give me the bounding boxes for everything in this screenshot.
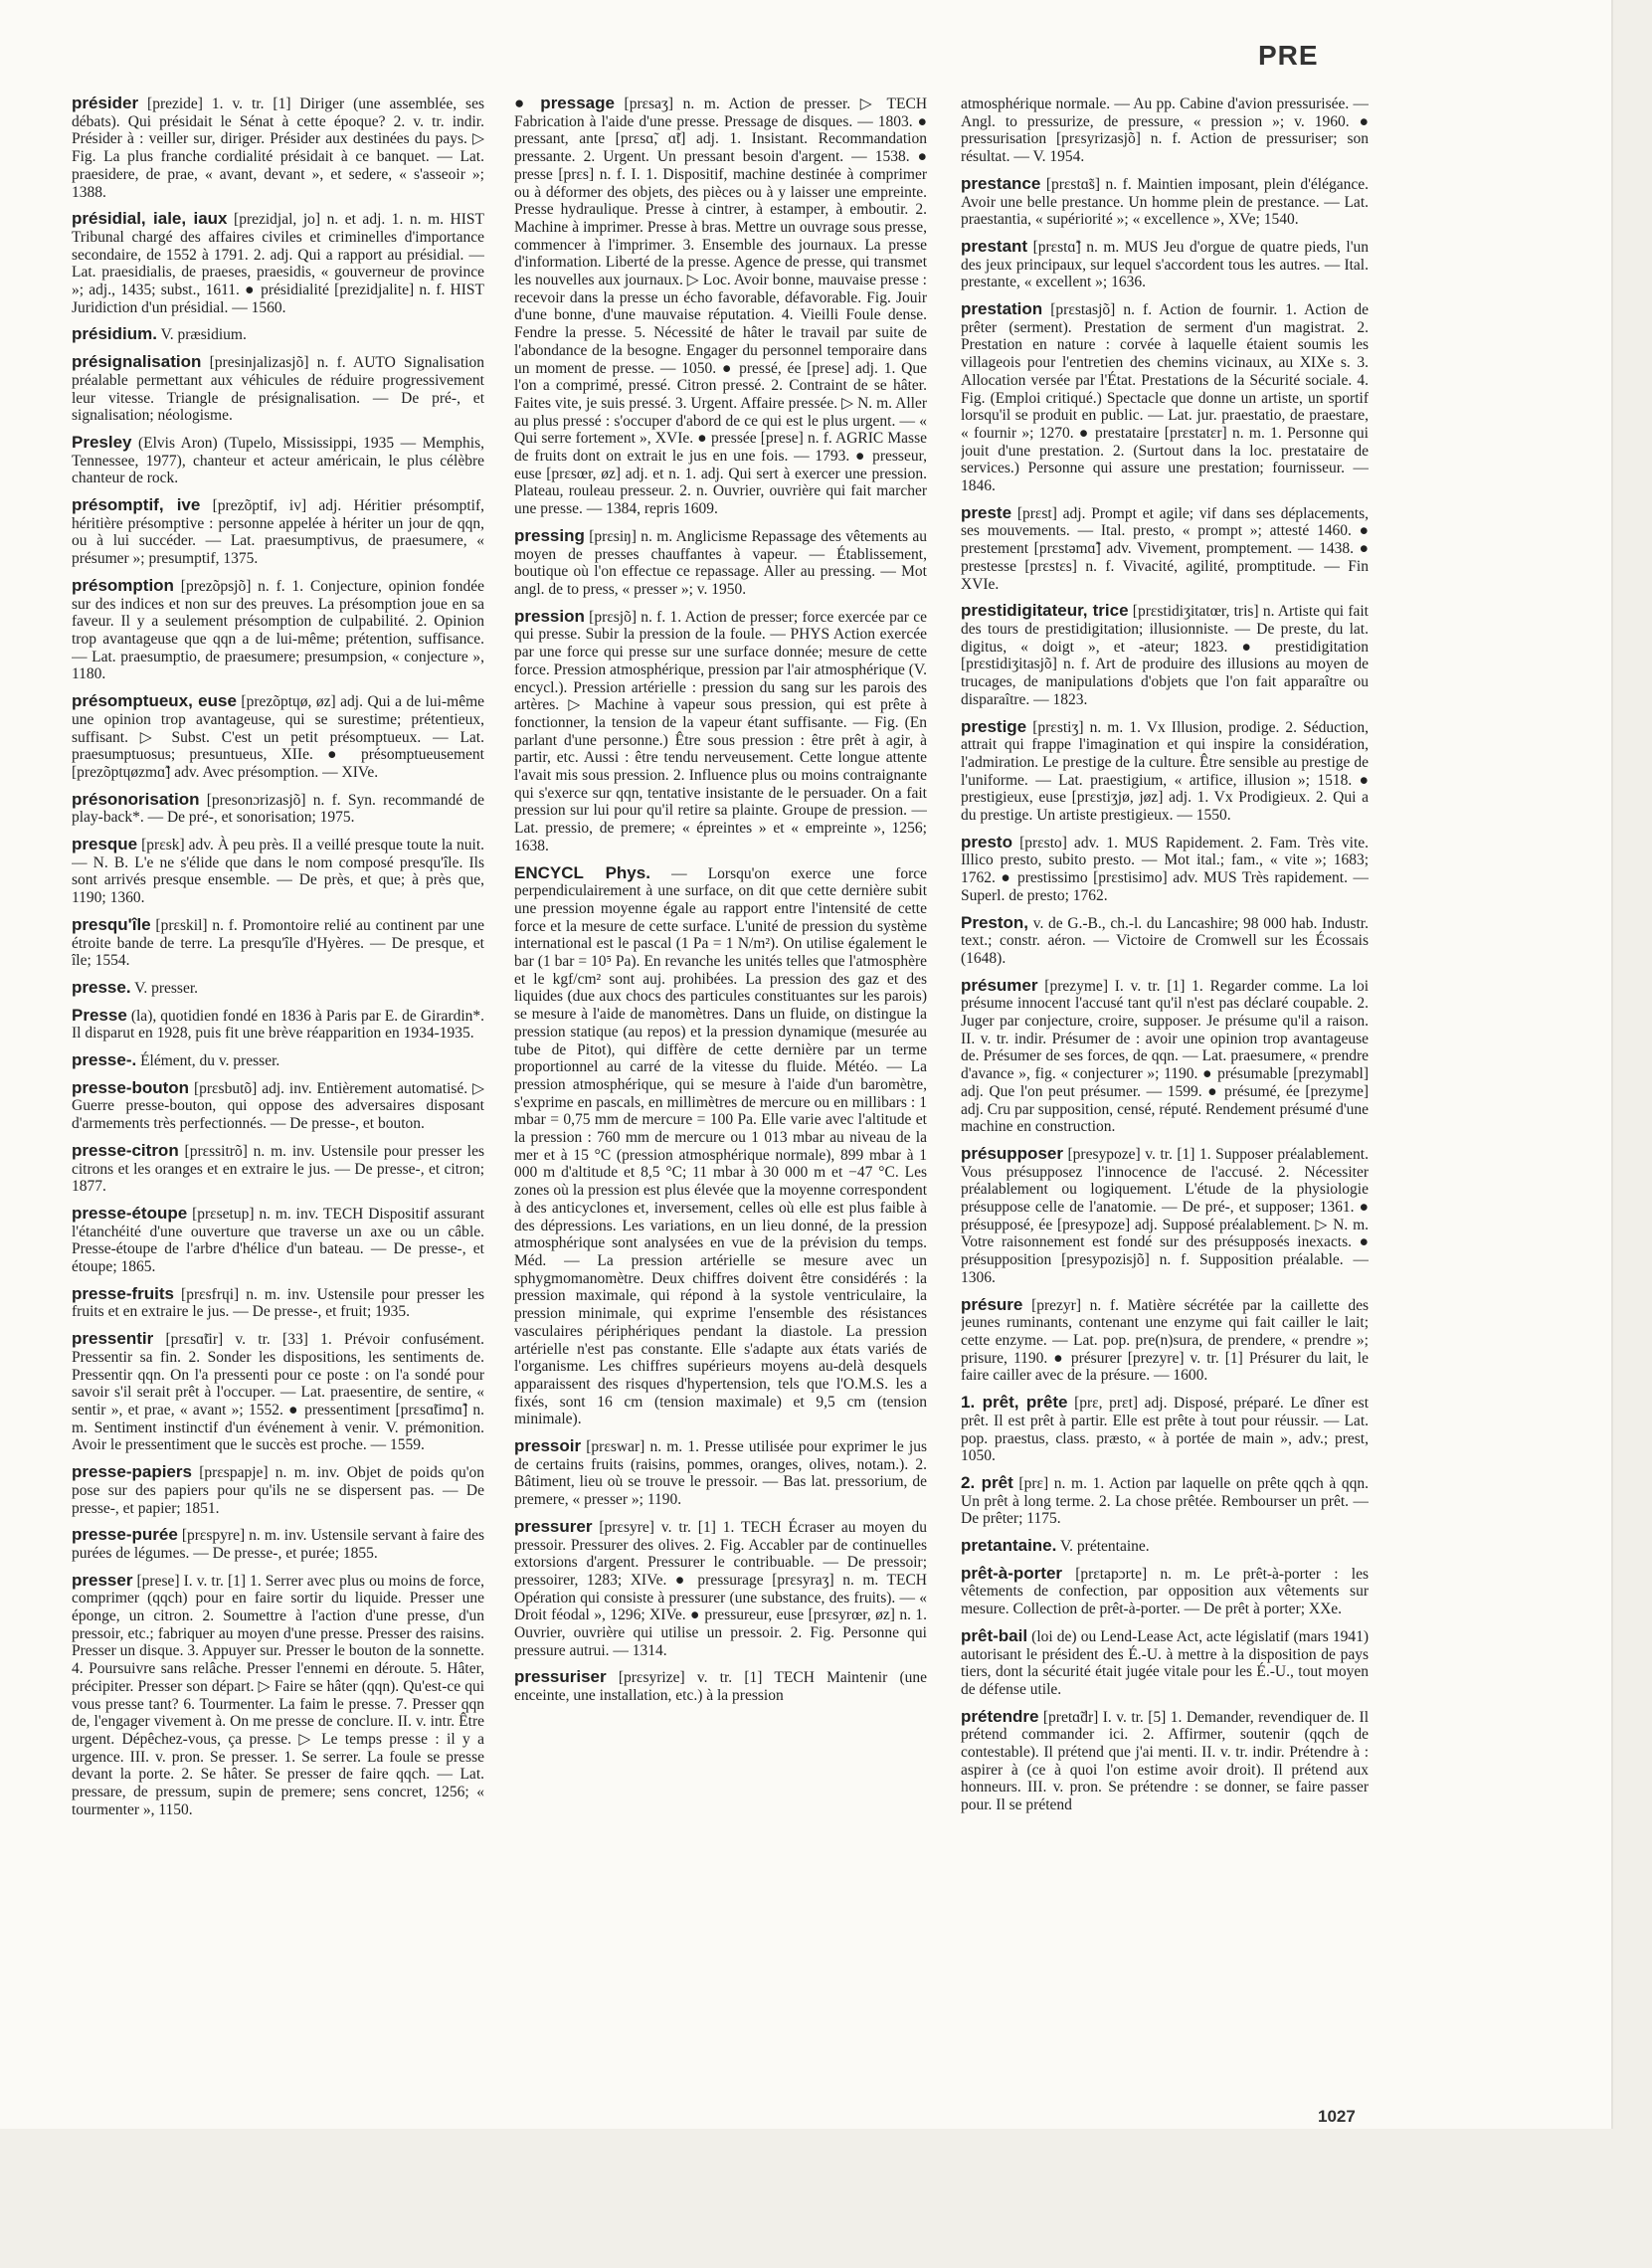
dictionary-entry xyxy=(72,692,484,782)
entry-headword: pressuriser xyxy=(514,1667,607,1687)
entry-headword: presse-purée xyxy=(72,1525,178,1545)
entry-headword: prestance xyxy=(961,173,1041,193)
entry-definition: [prɛsk] adv. À peu près. Il a veillé presque toute la nuit. — N. B. L'e ne s'élide que dans le nom composé presqu'île. Ils sont arrivés presque ensemble. — De près, et que; à près que, 1190; 1360. xyxy=(72,837,484,907)
dictionary-entry xyxy=(72,434,484,487)
entry-headword: presse. xyxy=(72,977,131,997)
dictionary-entry xyxy=(961,602,1369,708)
entry-headword: presque xyxy=(72,835,138,854)
dictionary-entry xyxy=(514,94,927,518)
entry-definition: [presinjalizasjõ] n. f. AUTO Signalisation préalable permettant aux véhicules de réduire progressivement leur vitesse. Triangle de présignalisation. — De pré-, et signalisation; néologisme. xyxy=(72,354,484,425)
entry-definition: [prezõpsjõ] n. f. 1. Conjecture, opinion fondée sur des indices et non sur des preuves. La présomption joue en sa faveur. Il y a seulement présomption de culpabilité. 2. Opinion trop avantageuse que qqn a de lui-même; prétention, suffisance. — Lat. praesumptio, de praesumere; presumpsion, « conjecture », 1180. xyxy=(72,577,484,683)
entry-definition: [prɛstiʒ] n. m. 1. Vx Illusion, prodige. 2. Séduction, attrait qui frappe l'imagination et qui inspire la considération, l'admiration. Le prestige de la culture. Être sensible au prestige de l'uniforme. — Lat. praestigium, « artifice, illusion »; 1518. ● prestigieux, euse [prɛstiʒjø, jøz] adj. 1. Vx Prodigieux. 2. Qui a du prestige. Un artiste prestigieux. — 1550. xyxy=(961,718,1369,825)
dictionary-entry xyxy=(514,527,927,599)
entry-definition: [prɛsfrɥi] n. m. inv. Ustensile pour presser les fruits et en extraire le jus. — De presse-, et fruit; 1935. xyxy=(72,1285,484,1321)
entry-definition: [prɛssitrõ] n. m. inv. Ustensile pour presser les citrons et les oranges et en extraire le jus. — De presse-, et citron; 1877. xyxy=(72,1142,484,1196)
entry-headword: prestidigitateur, trice xyxy=(961,601,1129,621)
entry-definition: [prezõptɥø, øz] adj. Qui a de lui-même une opinion trop avantageuse, qui se surestime; prétentieux, suffisant. ▷ Subst. C'est un petit présomptueux. — Lat. praesumptuosus; presuntueus, XIIe. ● présomptueusement [prezõptɥøzmɑ̃] adv. Avec présomption. — XIVe. xyxy=(72,693,484,781)
entry-headword: presse-étoupe xyxy=(72,1203,188,1223)
entry-headword: presqu'île xyxy=(72,914,151,934)
dictionary-entry xyxy=(72,1142,484,1196)
entry-definition: [prɛstasjõ] n. f. Action de fournir. 1. Action de prêter (serment). Prestation de serment d'un magistrat. 2. Prestation en nature : corvée à laquelle étaient soumis les villageois pour l'entretien des chemins vicinaux, au XIXe s. 3. Allocation versée par l'État. Prestations de la Sécurité sociale. 4. Fig. (Emploi critiqué.) Spectacle que donne un artiste, un sportif lorsqu'il se produit en public. — Lat. jur. praestatio, de praestare, « fournir »; 1270. ● prestataire [prɛstatɛr] n. m. 1. Personne qui jouit d'une prestation. 2. (Surtout dans la loc. prestataire de services.) Personne qui assure une prestation; fournisseur. — 1846. xyxy=(961,301,1369,495)
entry-headword: prétendre xyxy=(961,1706,1039,1726)
entry-definition: (loi de) ou Lend-Lease Act, acte législatif (mars 1941) autorisant le président des É.-U. à mettre à la disposition de pays tiers, dont la sécurité était jugée vitale pour les É.-U., tout moyen de défense utile. xyxy=(961,1627,1369,1698)
page-number: 1027 xyxy=(1318,2107,1356,2126)
entry-definition: [prɛst] adj. Prompt et agile; vif dans ses déplacements, ses mouvements. — Ital. presto, « prompt »; attesté 1460. ● prestement [prɛstəmɑ̃] adv. Vivement, promptement. — 1438. ● prestesse [prɛstɛs] n. f. Vivacité, agilité, promptitude. — Fin XVIe. xyxy=(961,504,1369,593)
dictionary-entry xyxy=(72,94,484,201)
dictionary-entry xyxy=(72,1285,484,1321)
dictionary-entry xyxy=(72,1572,484,1819)
entry-definition: V. prétentaine. xyxy=(1059,1538,1150,1556)
dictionary-entry xyxy=(514,1437,927,1509)
entry-headword: pressoir xyxy=(514,1436,582,1456)
entry-definition: [prɛsiŋ] n. m. Anglicisme Repassage des vêtements au moyen de presses chauffantes à vapeur. — Établissement, boutique où l'on effectue ce repassage. Aller au pressing. — Mot angl. de to press, « presser »; v. 1950. xyxy=(514,527,927,598)
entry-headword: présignalisation xyxy=(72,352,202,372)
entry-definition: [presonɔrizasjõ] n. f. Syn. recommandé de play-back*. — De pré-, et sonorisation; 1975. xyxy=(72,791,484,827)
entry-definition: [prɛspapje] n. m. inv. Objet de poids qu'on pose sur des papiers pour qu'ils ne se dispersent pas. — De presse-, et papier; 1851. xyxy=(72,1464,484,1517)
dictionary-entry xyxy=(961,94,1369,166)
dictionary-entry xyxy=(961,300,1369,495)
entry-definition: [prɛsyre] v. tr. [1] 1. TECH Écraser au moyen du pressoir. Pressurer des olives. 2. Fig. Accabler par de continuelles extorsions d'argent. Pressurer le contribuable. — De pressoir; pressoirer, 1283; XIVe. ● pressurage [prɛsyraʒ] n. m. TECH Opération qui consiste à pressurer (une substance, des fruits). — « Droit féodal », 1296; XIVe. ● pressureur, euse [prɛsyrœr, øz] n. 1. Ouvrier, ouvrière qui utilise un pressoir. 2. Fig. Personne qui pressure autrui. — 1314. xyxy=(514,1518,927,1659)
entry-headword: pretantaine. xyxy=(961,1536,1057,1556)
entry-headword: presser xyxy=(72,1570,133,1590)
dictionary-entry xyxy=(72,496,484,568)
dictionary-entry xyxy=(961,238,1369,291)
dictionary-entry xyxy=(72,1007,484,1042)
dictionary-entry xyxy=(961,1537,1369,1556)
dictionary-entry xyxy=(961,834,1369,905)
dictionary-entry xyxy=(961,1474,1369,1528)
entry-headword: prestation xyxy=(961,299,1043,319)
dictionary-entry xyxy=(961,1296,1369,1386)
dictionary-entry xyxy=(961,977,1369,1136)
dictionary-entry xyxy=(961,1394,1369,1465)
dictionary-entry xyxy=(72,1079,484,1133)
entry-definition: [prɛstidiʒitatœr, tris] n. Artiste qui fait des tours de prestidigitation; illusionniste. — De preste, du lat. digitus, « doigt », et -ateur; 1823. ● prestidigitation [prɛstidiʒitasjõ] n. f. Art de produire des illusions au moyen de trucages, de manipulations d'objets que l'on fait apparaître ou disparaître. — 1823. xyxy=(961,603,1369,708)
entry-headword: présomptueux, euse xyxy=(72,691,237,711)
entry-headword: présumer xyxy=(961,975,1038,995)
dictionary-entry xyxy=(961,1708,1369,1814)
dictionary-entry xyxy=(72,916,484,970)
entry-definition: V. presser. xyxy=(134,979,199,997)
entry-headword: pressentir xyxy=(72,1329,154,1349)
entry-definition: [prezide] 1. v. tr. [1] Diriger (une assemblée, ses débats). Qui présidait le Sénat à cette époque? 2. v. tr. indir. Présider à : veiller sur, diriger. Présider aux destinées du pays. ▷ Fig. La plus franche cordialité présidait à ce banquet. — Lat. praesidere, de prae, « avant, devant », et sedere, « s'asseoir »; 1388. xyxy=(72,95,484,201)
entry-definition: atmosphérique normale. — Au pp. Cabine d'avion pressurisée. — Angl. to pressurize, de pressure, « pression »; v. 1960. ● pressurisation [prɛsyrizasjõ] n. f. Action de pressuriser; son résultat. — V. 1954. xyxy=(961,95,1369,166)
dictionary-entry xyxy=(961,1627,1369,1699)
entry-headword: ENCYCL Phys. xyxy=(514,862,650,882)
dictionary-entry xyxy=(72,353,484,425)
entry-definition: [prɛsto] adv. 1. MUS Rapidement. 2. Fam. Très vite. Illico presto, subito presto. — Mot ital.; fam., « vite »; 1683; 1762. ● prestissimo [prɛstisimo] adv. MUS Très rapidement. — Superl. de presto; 1762. xyxy=(961,834,1369,904)
entry-headword: 2. prêt xyxy=(961,1472,1013,1492)
dictionary-entry xyxy=(72,791,484,827)
entry-headword: presse-bouton xyxy=(72,1077,190,1097)
dictionary-entry xyxy=(961,1565,1369,1618)
entry-definition: [prɛsaʒ] n. m. Action de presser. ▷ TECH Fabrication à l'aide d'une presse. Pressage de disques. — 1803. ● pressant, ante [prɛsɑ̃, ɑ̃t] adj. 1. Insistant. Recommandation pressante. 2. Urgent. Un pressant besoin d'argent. — 1538. ● presse [prɛs] n. f. I. 1. Dispositif, machine destinée à comprimer ou à déformer des objets, des pièces ou à y laisser une empreinte. Presse hydraulique. Presse à cintrer, à estamper, à emboutir. 2. Machine à imprimer. Presse à bras. Mettre un ouvrage sous presse, commencer à l'imprimer. 3. Ensemble des journaux. La presse d'information. Liberté de la presse. Agence de presse, qui transmet les nouvelles aux journaux. ▷ Loc. Avoir bonne, mauvaise presse : recevoir dans la presse un écho favorable, défavorable. Fig. Jouir d'une bonne, d'une mauvaise réputation. 4. Vieilli Foule dense. Fendre la presse. 5. Nécessité de hâter le travail par suite de l'abondance de la besogne. Engager du personnel temporaire dans un moment de presse. — 1050. ● pressé, ée [prese] adj. 1. Que l'on a comprimé, pressé. Citron pressé. 2. Contraint de se hâter. Faites vite, je suis pressé. 3. Urgent. Affaire pressée. ▷ N. m. Aller au plus pressé : s'occuper d'abord de ce qui est le plus urgent. — « Qui serre fortement », XVIe. ● pressée [prese] n. f. AGRIC Masse de fruits dont on extrait le jus en une fois. — 1793. ● presseur, euse [prɛsœr, øz] adj. et n. 1. adj. Qui sert à exercer une pression. Plateau, rouleau presseur. 2. n. Ouvrier, ouvrière qui fait marcher une presse. — 1384, repris 1609. xyxy=(514,95,927,518)
entry-definition: — Lorsqu'on exerce une force perpendiculairement à une surface, on dit que cette dernière subit une pression moyenne égale au rapport entre l'intensité de cette force et la mesure de cette surface. L'unité de pression du système international est le pascal (1 Pa = 1 N/m²). On utilise également le bar (1 bar = 10⁵ Pa). En revanche les unités telles que l'atmosphère et le kgf/cm² sont auj. prohibées. La pression des gaz et des liquides (due aux chocs des particules constituantes sur les parois) se mesure à l'aide de manomètres. Dans un fluide, on distingue la pression statique (au repos) et la pression dynamique (mesurée au tube de Pitot), qui diffère de cette dernière par un terme proportionnel au carré de la vitesse du fluide. Météo. — La pression atmosphérique, qui se mesure à l'aide d'un baromètre, s'exprime en pascals, en millimètres de mercure ou en millibars : 1 mbar = 0,75 mm de mercure = 100 Pa. Elle varie avec l'altitude et la pression : 760 mm de mercure ou 1 013 mbar au niveau de la mer et à 15 °C (pression atmosphérique normale), 899 mbar à 1 000 m d'altitude et 8,5 °C; 11 mbar à 30 000 m et −47 °C. Les zones où la pression est plus élevée que la moyenne correspondent à des anticyclones et, inversement, celles où elle est plus faible à des dépressions. Les variations, en un lieu donné, de la pression atmosphérique sont analysées en vue de la prévision du temps. Méd. — La pression artérielle se mesure avec un sphygmomanomètre. Deux chiffres doivent être considérés : la pression maximale, qui répond à la systole ventriculaire, la pression minimale, qui exprime l'ensemble des résistances vasculaires périphériques pendant la diastole. La pression artérielle n'est pas constante. Elle s'adapte aux états variés de l'organisme. Les chiffres supérieurs moyens au-delà desquels apparaissent des risques d'hypertension, tels que l'O.M.S. les a fixés, sont 16 cm (tension maximale) et 9,5 cm (tension minimale). xyxy=(514,864,927,1428)
dictionary-entry xyxy=(72,325,484,344)
entry-definition: (la), quotidien fondé en 1836 à Paris par E. de Girardin*. Il disparut en 1928, puis fit une brève réapparition en 1934-1935. xyxy=(72,1007,484,1042)
entry-definition: [prɛsbutõ] adj. inv. Entièrement automatisé. ▷ Guerre presse-bouton, qui oppose des adversaires disposant d'armements très perfectionnés. — De presse-, et bouton. xyxy=(72,1079,484,1133)
entry-definition: [prɛskil] n. f. Promontoire relié au continent par une étroite bande de terre. La presqu'île d'Hyères. — De presque, et île; 1554. xyxy=(72,916,484,970)
dictionary-entry xyxy=(514,1518,927,1660)
entry-headword: ● pressage xyxy=(514,94,615,112)
dictionary-entry xyxy=(961,718,1369,825)
entry-headword: Preston, xyxy=(961,912,1029,932)
entry-headword: présomption xyxy=(72,575,174,595)
running-head: PRE xyxy=(1258,40,1319,71)
entry-headword: presto xyxy=(961,832,1012,851)
dictionary-entry xyxy=(72,1526,484,1562)
dictionary-entry xyxy=(72,979,484,998)
entry-definition: [prezyme] I. v. tr. [1] 1. Regarder comme. La loi présume innocent l'accusé tant qu'il n'est pas déclaré coupable. 2. Juger par conjecture, croire, supposer. Je présume qu'il a raison. II. v. tr. indir. Présumer de : avoir une opinion trop avantageuse de. Présumer de ses forces, de qqn. — Lat. praesumere, « prendre d'avance », fig. « conjecturer »; 1190. ● présumable [prezymabl] adj. Que l'on peut présumer. — 1599. ● présumé, ée [prezyme] adj. Cru par supposition, censé, réputé. Rendement présumé d'une machine en construction. xyxy=(961,977,1369,1136)
entry-definition: v. de G.-B., ch.-l. du Lancashire; 98 000 hab. Industr. text.; constr. aéron. — Victoire de Cromwell sur les Écossais (1648). xyxy=(961,914,1369,967)
entry-headword: prêt-bail xyxy=(961,1625,1028,1645)
entry-headword: prêt-à-porter xyxy=(961,1563,1063,1583)
entry-headword: pression xyxy=(514,606,585,626)
entry-definition: (Elvis Aron) (Tupelo, Mississippi, 1935 — Memphis, Tennessee, 1977), chanteur et acteur américain, le plus célèbre chanteur de rock. xyxy=(72,434,484,487)
dictionary-entry xyxy=(961,914,1369,968)
dictionary-entry xyxy=(72,836,484,907)
entry-headword: présupposer xyxy=(961,1143,1063,1163)
entry-headword: présidial, iale, iaux xyxy=(72,209,228,229)
entry-definition: V. præsidium. xyxy=(160,326,247,344)
dictionary-entry xyxy=(514,864,927,1429)
dictionary-entry xyxy=(514,1668,927,1704)
dictionary-entry xyxy=(72,210,484,316)
entry-definition: [prɛ] n. m. 1. Action par laquelle on prête qqch à qqn. Un prêt à long terme. 2. La chose prêtée. Rembourser un prêt. — De prêter; 1175. xyxy=(961,1474,1369,1528)
dictionary-entry xyxy=(72,1205,484,1276)
dictionary-entry xyxy=(72,1051,484,1070)
entry-headword: 1. prêt, prête xyxy=(961,1393,1068,1413)
dictionary-entry xyxy=(961,175,1369,229)
entry-headword: preste xyxy=(961,502,1012,522)
entry-definition: [prese] I. v. tr. [1] 1. Serrer avec plus ou moins de force, comprimer (qqch) pour en faire sortir du liquide. Presser une éponge, un citron. 2. Soumettre à l'action d'une presse, d'un pressoir, etc.; fabriquer au moyen d'une presse. Presser des raisins. Presser un disque. 3. Appuyer sur. Presser le bouton de la sonnette. 4. Poursuivre sans relâche. Presser l'ennemi en déroute. 5. Hâter, précipiter. Presser son départ. ▷ Faire se hâter (qqn). Qu'est-ce qui vous presse tant? 6. Tourmenter. La faim le presse. 7. Presser qqn de, l'engager vivement à. On me presse de conclure. II. v. intr. Être urgent. Dépêchez-vous, ça presse. ▷ Le temps presse : il y a urgence. III. v. pron. Se presser. 1. Se serrer. La foule se presse devant la porte. 2. Se hâter. Se presser de faire qqch. — Lat. pressare, de pressum, supin de premere; sens concret, 1256; « tourmenter », 1150. xyxy=(72,1572,484,1818)
entry-definition: [prɛsyrize] v. tr. [1] TECH Maintenir (une enceinte, une installation, etc.) à la pression xyxy=(514,1669,927,1705)
entry-headword: pressing xyxy=(514,525,585,545)
entry-headword: présomptif, ive xyxy=(72,495,201,515)
entry-headword: prestige xyxy=(961,716,1027,736)
entry-definition: Élément, du v. presser. xyxy=(140,1052,280,1070)
entry-definition: [pretɑ̃dr] I. v. tr. [5] 1. Demander, revendiquer de. Il prétend commander ici. 2. Affirmer, soutenir (qqch de contestable). Il prétend que j'ai menti. II. v. tr. indir. Prétendre à : aspirer à (ce à quoi l'on estime avoir droit). Il prétend aux honneurs. III. v. pron. Se prétendre : se donner, se faire passer pour. Il se prétend xyxy=(961,1708,1369,1814)
dictionary-entry xyxy=(72,1330,484,1454)
entry-definition: [presypoze] v. tr. [1] 1. Supposer préalablement. Vous présupposez l'innocence de l'accusé. 2. Nécessiter préalablement ou logiquement. L'étude de la physiologie présuppose celle de l'anatomie. — De pré-, et supposer; 1361. ● présupposé, ée [presypoze] adj. Supposé préalablement. ▷ N. m. Votre raisonnement est fondé sur des présupposés inexacts. ● présupposition [presypozisjõ] n. f. Supposition préalable. — 1306. xyxy=(961,1145,1369,1286)
dictionary-entry xyxy=(72,577,484,683)
entry-definition: [prɛstɑ̃] n. m. MUS Jeu d'orgue de quatre pieds, l'un des jeux principaux, sur lequel s'accordent tous les autres. — Ital. prestante, « excellent »; 1636. xyxy=(961,238,1369,291)
dictionary-entry xyxy=(961,504,1369,594)
entry-definition: [prɛspyre] n. m. inv. Ustensile servant à faire des purées de légumes. — De presse-, et purée; 1855. xyxy=(72,1527,484,1562)
entry-headword: présidium. xyxy=(72,324,157,344)
dictionary-entry xyxy=(961,1145,1369,1287)
entry-headword: prestant xyxy=(961,236,1028,256)
dictionary-entry xyxy=(72,1463,484,1517)
entry-definition: [prɛstɑ̃s] n. f. Maintien imposant, plein d'élégance. Avoir une belle prestance. Un homme plein de prestance. — Lat. praestantia, « supériorité »; « excellence », XVe; 1540. xyxy=(961,175,1369,229)
column-right xyxy=(961,94,1369,2069)
entry-definition: [prɛswar] n. m. 1. Presse utilisée pour exprimer le jus de certains fruits (raisins, pommes, oranges, olives, notam.). 2. Bâtiment, lieu où se trouve le pressoir. — Bas lat. pressorium, de premere, « presser »; 1190. xyxy=(514,1438,927,1509)
entry-definition: [prɛ, prɛt] adj. Disposé, préparé. Le dîner est prêt. Il est prêt à partir. Elle est prête à tout pour réussir. — Lat. pop. praestus, class. præsto, « à portée de main », adv.; prest, 1050. xyxy=(961,1395,1369,1465)
entry-headword: présonorisation xyxy=(72,789,200,809)
entry-headword: Presse xyxy=(72,1005,127,1025)
entry-headword: presse-citron xyxy=(72,1140,179,1160)
entry-definition: [prezyr] n. f. Matière sécrétée par la caillette des jeunes ruminants, contenant une enzyme qui fait cailler le lait; cette enzyme. — Lat. pop. pre(n)sura, de prendere, « prendre »; prisure, 1190. ● présurer [prezyre] v. tr. [1] Présurer du lait, le faire cailler avec de la présure. — 1600. xyxy=(961,1296,1369,1385)
entry-headword: presse-fruits xyxy=(72,1283,174,1303)
entry-headword: présider xyxy=(72,94,139,112)
entry-definition: [prɛsɑ̃tir] v. tr. [33] 1. Prévoir confusément. Pressentir sa fin. 2. Sonder les dispositions, les sentiments de. Pressentir qqn. On l'a pressenti pour ce poste : on l'a sondé pour savoir s'il serait prêt à l'occuper. — Lat. praesentire, de sentire, « sentir », et prae, « avant »; 1552. ● pressentiment [prɛsɑ̃timɑ̃] n. m. Sentiment instinctif d'un événement à venir. V. prémonition. Avoir le pressentiment que le succès est proche. — 1559. xyxy=(72,1331,484,1454)
entry-headword: présure xyxy=(961,1294,1023,1314)
entry-headword: Presley xyxy=(72,432,132,452)
entry-headword: pressurer xyxy=(514,1516,593,1536)
entry-definition: [prɛsjõ] n. f. 1. Action de presser; force exercée par ce qui presse. Subir la pression de la foule. — PHYS Action exercée par une force qui presse sur une surface donnée; mesure de cette force. Pression atmosphérique, pression par l'air atmosphérique (V. encycl.). Pression artérielle : pression du sang sur les parois des artères. ▷ Machine à vapeur sous pression, qui est prête à fonctionner, la tension de la vapeur étant suffisante. — Fig. (En parlant d'une personne.) Être sous pression : être prêt à agir, à partir, etc. Aussi : être tendu nerveusement. Cette longue attente l'avait mis sous pression. 2. Influence plus ou moins contraignante qui s'exerce sur qqn, tentative insistante de le persuader. On a fait pression sur lui pour qu'il retire sa plainte. Groupe de pression. — Lat. pressio, de premere; « épreintes » et « empreinte », 1256; 1638. xyxy=(514,608,927,854)
dictionary-entry xyxy=(514,608,927,855)
entry-definition: [prɛsetup] n. m. inv. TECH Dispositif assurant l'étanchéité d'une ouverture que traverse un axe ou un câble. Presse-étoupe de l'arbre d'hélice d'un bateau. — De presse-, et étoupe; 1865. xyxy=(72,1205,484,1276)
column-middle xyxy=(514,94,927,2069)
entry-headword: presse-papiers xyxy=(72,1462,192,1482)
entry-definition: [prezidjal, jo] n. et adj. 1. n. m. HIST Tribunal chargé des affaires civiles et criminelles d'importance secondaire, de 1552 à 1791. 2. adj. Qui a rapport au présidial. — Lat. praesidialis, de praeses, praesidis, « gouverneur de province »; adj., 1435; subst., 1611. ● présidialité [prezidjalite] n. f. HIST Juridiction d'un présidial. — 1560. xyxy=(72,211,484,316)
entry-definition: [prezõptif, iv] adj. Héritier présomptif, héritière présomptive : personne appelée à hériter un jour de qqn, ou à lui succéder. — Lat. praesumptivus, de praesumere, « présumer »; presumptif, 1375. xyxy=(72,497,484,568)
column-left xyxy=(72,94,484,2069)
entry-definition: [prɛtapɔrte] n. m. Le prêt-à-porter : les vêtements de confection, par opposition aux vêtements sur mesure. Collection de prêt-à-porter. — De prêt à porter; XXe. xyxy=(961,1565,1369,1618)
entry-headword: presse-. xyxy=(72,1050,137,1070)
